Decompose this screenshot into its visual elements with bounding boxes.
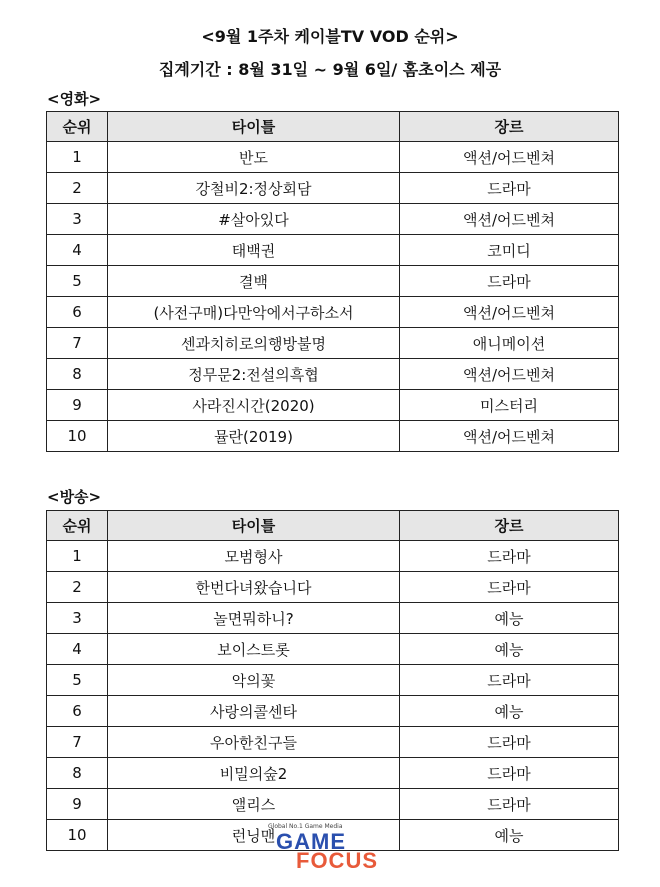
rank-cell: 4 (47, 235, 108, 266)
title-cell: 런닝맨 (108, 820, 400, 851)
table-row (47, 727, 619, 758)
rank-cell: 10 (47, 820, 108, 851)
column-header-rank: 순위 (47, 511, 108, 541)
genre-cell: 애니메이션 (400, 328, 619, 359)
tv-ranking-table (46, 510, 619, 851)
table-row (47, 421, 619, 452)
column-header-title: 타이틀 (108, 511, 400, 541)
title-cell: 모범형사 (108, 541, 400, 572)
genre-cell: 드라마 (400, 173, 619, 204)
genre-cell: 예능 (400, 603, 619, 634)
title-cell: #살아있다 (108, 204, 400, 235)
rank-cell: 7 (47, 328, 108, 359)
table-header-row (47, 112, 619, 142)
table-row (47, 696, 619, 727)
table-row (47, 572, 619, 603)
rank-cell: 3 (47, 603, 108, 634)
genre-cell: 미스터리 (400, 390, 619, 421)
rank-cell: 8 (47, 359, 108, 390)
title-cell: 악의꽃 (108, 665, 400, 696)
genre-cell: 드라마 (400, 665, 619, 696)
rank-cell: 9 (47, 390, 108, 421)
title-cell: 보이스트롯 (108, 634, 400, 665)
table-row (47, 665, 619, 696)
rank-cell: 6 (47, 696, 108, 727)
table-row (47, 390, 619, 421)
genre-cell: 코미디 (400, 235, 619, 266)
title-cell: 앨리스 (108, 789, 400, 820)
section-label-tv: <방송> (47, 488, 102, 506)
title-cell: 우아한친구들 (108, 727, 400, 758)
title-cell: 강철비2:정상회담 (108, 173, 400, 204)
table-header-row (47, 511, 619, 541)
table-row (47, 142, 619, 173)
column-header-title: 타이틀 (108, 112, 400, 142)
title-cell: 결백 (108, 266, 400, 297)
table-row (47, 603, 619, 634)
genre-cell: 액션/어드벤쳐 (400, 421, 619, 452)
section-label-movies: <영화> (47, 90, 102, 108)
rank-cell: 7 (47, 727, 108, 758)
table-row (47, 789, 619, 820)
title-cell: 정무문2:전설의흑협 (108, 359, 400, 390)
movie-ranking-table (46, 111, 619, 452)
title-cell: 센과치히로의행방불명 (108, 328, 400, 359)
table-row (47, 634, 619, 665)
title-cell: (사전구매)다만악에서구하소서 (108, 297, 400, 328)
page-subtitle: 집계기간 : 8월 31일 ~ 9월 6일/ 홈초이스 제공 (158, 60, 502, 79)
rank-cell: 2 (47, 572, 108, 603)
title-cell: 한번다녀왔습니다 (108, 572, 400, 603)
genre-cell: 액션/어드벤쳐 (400, 142, 619, 173)
rank-cell: 6 (47, 297, 108, 328)
table-row (47, 758, 619, 789)
rank-cell: 1 (47, 541, 108, 572)
genre-cell: 드라마 (400, 758, 619, 789)
column-header-genre: 장르 (400, 511, 619, 541)
rank-cell: 9 (47, 789, 108, 820)
title-cell: 뮬란(2019) (108, 421, 400, 452)
genre-cell: 드라마 (400, 266, 619, 297)
rank-cell: 5 (47, 266, 108, 297)
rank-cell: 3 (47, 204, 108, 235)
table-row (47, 266, 619, 297)
watermark-tagline: Global No.1 Game Media (268, 823, 343, 830)
column-header-rank: 순위 (47, 112, 108, 142)
genre-cell: 드라마 (400, 789, 619, 820)
table-row (47, 359, 619, 390)
watermark-word-game: GAME (276, 829, 346, 854)
table-row (47, 204, 619, 235)
column-header-genre: 장르 (400, 112, 619, 142)
rank-cell: 1 (47, 142, 108, 173)
genre-cell: 예능 (400, 820, 619, 851)
genre-cell: 예능 (400, 696, 619, 727)
genre-cell: 드라마 (400, 572, 619, 603)
rank-cell: 4 (47, 634, 108, 665)
page-title: <9월 1주차 케이블TV VOD 순위> (201, 27, 459, 46)
title-cell: 놀면뭐하니? (108, 603, 400, 634)
title-cell: 비밀의숲2 (108, 758, 400, 789)
rank-cell: 10 (47, 421, 108, 452)
table-row (47, 328, 619, 359)
genre-cell: 액션/어드벤쳐 (400, 204, 619, 235)
title-cell: 사랑의콜센타 (108, 696, 400, 727)
gamefocus-watermark-logo (262, 823, 402, 879)
title-cell: 태백권 (108, 235, 400, 266)
genre-cell: 액션/어드벤쳐 (400, 297, 619, 328)
rank-cell: 2 (47, 173, 108, 204)
table-row (47, 173, 619, 204)
genre-cell: 예능 (400, 634, 619, 665)
rank-cell: 5 (47, 665, 108, 696)
watermark-word-focus: FOCUS (296, 848, 378, 873)
title-cell: 사라진시간(2020) (108, 390, 400, 421)
genre-cell: 드라마 (400, 541, 619, 572)
table-row (47, 297, 619, 328)
table-row (47, 235, 619, 266)
table-row (47, 541, 619, 572)
rank-cell: 8 (47, 758, 108, 789)
genre-cell: 액션/어드벤쳐 (400, 359, 619, 390)
title-cell: 반도 (108, 142, 400, 173)
genre-cell: 드라마 (400, 727, 619, 758)
